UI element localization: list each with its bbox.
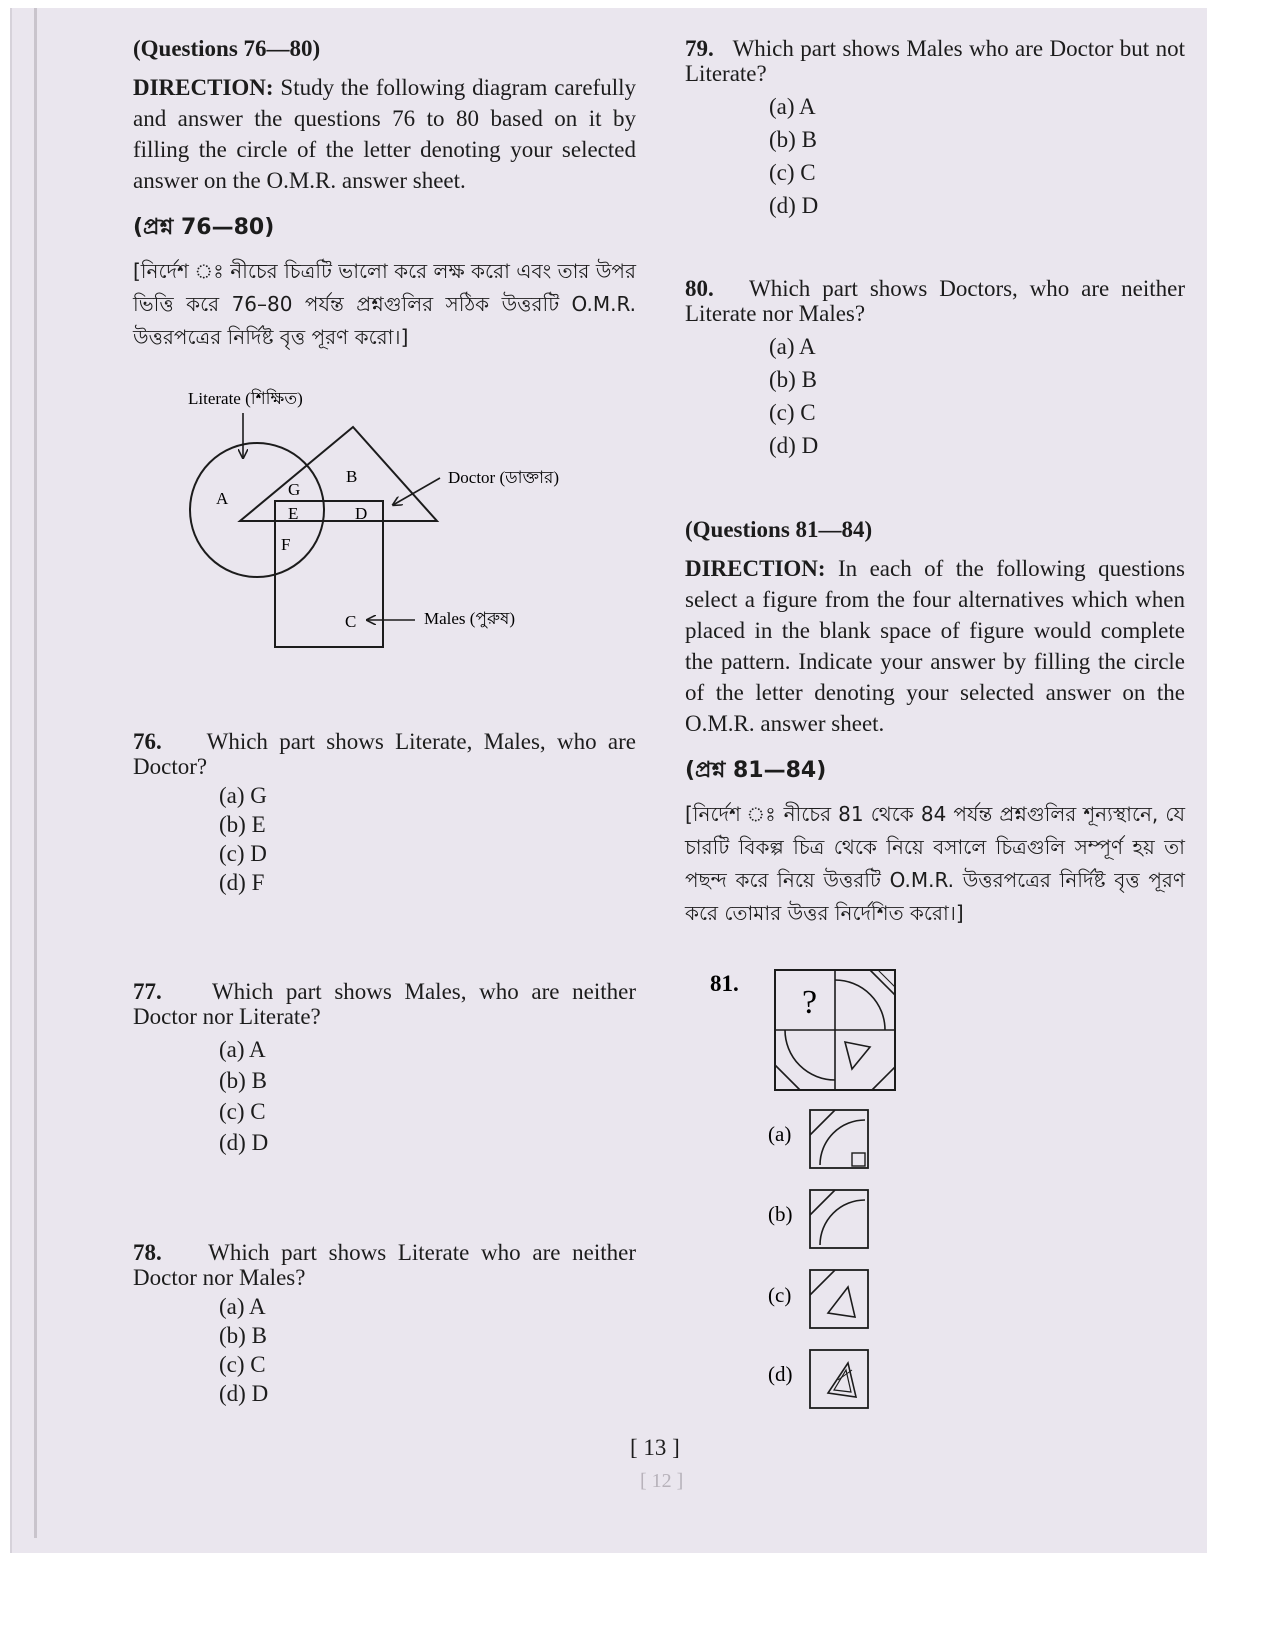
region-g: G [288,480,301,499]
region-e: E [288,504,299,523]
question-text: Which part shows Literate, Males, who are Doctor? [133,729,636,779]
option-c[interactable]: (c) C [769,160,816,185]
label-doctor: Doctor (ডাক্তার) [448,468,560,487]
option-a-figure[interactable] [810,1110,868,1168]
question-76 [133,729,636,899]
doctor-arrow [393,478,440,505]
option-b[interactable]: (b) B [219,1068,267,1093]
question-77 [133,979,636,1161]
option-a[interactable]: (a) G [219,783,267,808]
option-d[interactable]: (d) D [769,193,819,218]
section-heading: (Questions 81—84) [685,517,873,542]
question-number: 76. [133,729,162,754]
direction-label: DIRECTION: [685,556,826,581]
binding-edge [34,8,37,1538]
option-c-figure[interactable] [810,1270,868,1328]
option-c[interactable]: (c) C [219,1099,266,1124]
option-d[interactable]: (d) D [219,1381,269,1406]
direction-paragraph [685,553,1185,739]
venn-diagram [170,380,610,680]
section-heading: (Questions 76—80) [133,36,321,61]
option-d-label: (d) [768,1362,793,1386]
option-a[interactable]: (a) A [769,334,816,359]
bn-heading: (প্রশ্ন 76—80) [133,215,275,240]
option-a[interactable]: (a) A [219,1294,266,1319]
blank-question-mark: ? [802,984,818,1021]
region-f: F [281,535,291,554]
question-number: 79. [685,36,714,61]
pattern-grid [775,970,895,1090]
option-b[interactable]: (b) B [769,127,817,152]
direction-text: Study the following diagram carefully and answer the questions 76 to 80 based on it by filling the circle of the letter denoting your selected answer on the O.M.R. answer sheet. [133,75,636,193]
option-b[interactable]: (b) E [219,812,266,837]
question-79 [685,36,1185,226]
question-number: 80. [685,276,714,301]
direction-text: In each of the following questions select a figure from the four alternatives which when placed in the blank space of figure would complete the pattern. Indicate your answer by filling the circle of the letter denoting your selected answer on the O.M.R. answer sheet. [685,556,1185,736]
option-c[interactable]: (c) C [219,1352,266,1377]
ghost-page-number: [ 12 ] [640,1470,684,1492]
region-b: B [346,467,358,486]
question-text: Which part shows Literate who are neither Doctor nor Males? [133,1240,636,1290]
section-81-84 [685,517,1185,930]
region-c: C [345,612,357,631]
question-text: Which part shows Males who are Doctor but not Literate? [685,36,1185,86]
option-b[interactable]: (b) B [219,1323,267,1348]
literate-circle [190,443,324,577]
bn-heading: (প্রশ্ন 81—84) [685,758,827,783]
question-text: Which part shows Males, who are neither Doctor nor Literate? [133,979,636,1029]
direction-paragraph [133,72,636,196]
region-d: D [355,504,368,523]
bn-direction: [নির্দেশ ঃ নীচের চিত্রটি ভালো করে লক্ষ করো এবং তার উপর ভিত্তি করে 76–80 পর্যন্ত প্রশ্নগুলির সঠিক উত্তরটি O.M.R. উত্তরপত্রের নির্দিষ্ট বৃত্ত পূরণ করো।] [133,259,636,349]
option-a[interactable]: (a) A [769,94,816,119]
section-76-80 [133,36,636,354]
option-d-figure[interactable] [810,1350,868,1408]
option-d[interactable]: (d) F [219,870,265,895]
option-d[interactable]: (d) D [769,433,819,458]
option-b[interactable]: (b) B [769,367,817,392]
question-number: 78. [133,1240,162,1265]
option-d[interactable]: (d) D [219,1130,269,1155]
question-81-figures [690,965,920,1425]
question-text: Which part shows Doctors, who are neither Literate nor Males? [685,276,1185,326]
question-78 [133,1240,636,1410]
region-a: A [216,489,229,508]
question-number: 77. [133,979,162,1004]
option-b-figure[interactable] [810,1190,868,1248]
option-c-label: (c) [768,1283,792,1307]
direction-label: DIRECTION: [133,75,274,100]
option-c[interactable]: (c) C [769,400,816,425]
option-b-label: (b) [768,1202,793,1226]
option-a-label: (a) [768,1122,792,1146]
page-number: [ 13 ] [630,1435,680,1460]
option-c[interactable]: (c) D [219,841,267,866]
bn-direction: [নির্দেশ ঃ নীচের 81 থেকে 84 পর্যন্ত প্রশ্নগুলির শূন্যস্থানে, যে চারটি বিকল্প চিত্র থেকে নিয়ে বসালে চিত্রগুলি সম্পূর্ণ হয় তা পছন্দ করে নিয়ে উত্তরটি O.M.R. উত্তরপত্রের নির্দিষ্ট বৃত্ত পূরণ করে তোমার উত্তর নির্দেশিত করো।] [685,802,1185,925]
question-80 [685,276,1185,466]
label-literate: Literate (শিক্ষিত) [188,389,303,408]
question-number: 81. [710,971,739,996]
doctor-triangle [240,427,437,521]
label-males: Males (পুরুষ) [424,609,516,628]
option-a[interactable]: (a) A [219,1037,266,1062]
